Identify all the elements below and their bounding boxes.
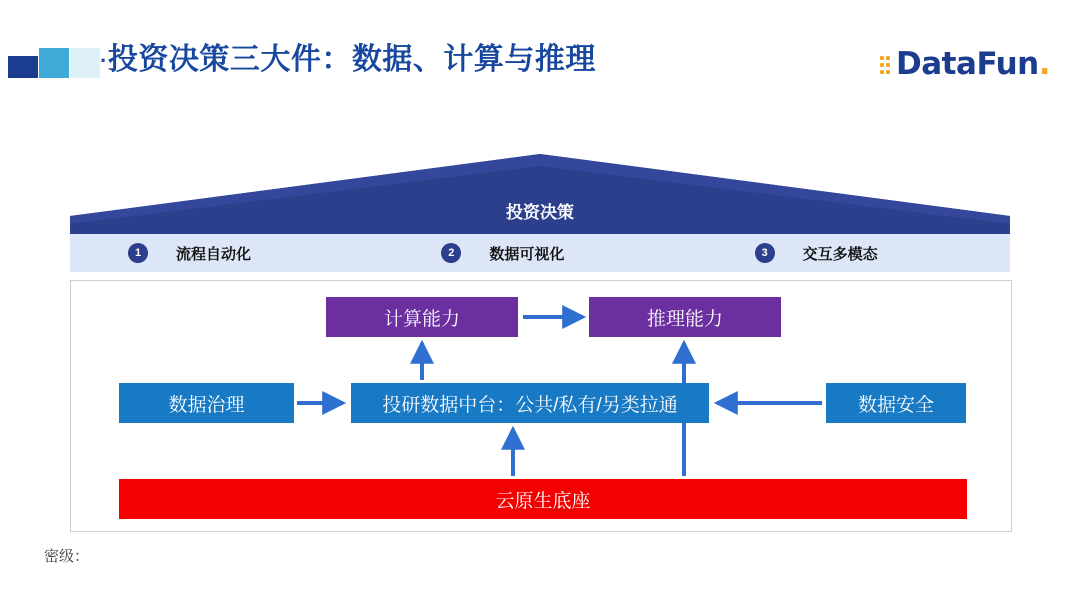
box-compute-capability: 计算能力: [326, 297, 518, 337]
brand-fun: Fun: [976, 46, 1039, 82]
pillar-item-1: [70, 234, 383, 272]
logo-block-2: [39, 48, 69, 78]
page-title: [100, 34, 596, 78]
pillar-label-2: 数据可视化: [489, 245, 565, 263]
box-reasoning-capability: 推理能力: [589, 297, 781, 337]
classification-label: 密级：: [44, 548, 90, 565]
slide-header: [0, 24, 1080, 84]
pillar-label-1: 流程自动化: [176, 245, 252, 263]
architecture-diagram: [0, 140, 1080, 540]
logo-block-1: [8, 56, 38, 78]
brand-d: D: [896, 46, 922, 82]
diagram-frame: [70, 280, 1012, 532]
title-text: 投资决策三大件：数据、计算与推理: [107, 43, 596, 76]
pillar-number-3: 3: [755, 243, 775, 263]
box-data-security: 数据安全: [826, 383, 966, 423]
datafun-logo: [880, 46, 1050, 82]
roof-shape: [70, 154, 1010, 234]
brand-period: .: [1038, 46, 1050, 82]
box-cloud-native-foundation: 云原生底座: [119, 479, 967, 519]
pillar-number-2: 2: [441, 243, 461, 263]
title-bullet: ·: [100, 48, 108, 74]
logo-blocks-icon: [8, 48, 100, 78]
logo-block-3: [70, 48, 100, 78]
pillar-item-2: [383, 234, 696, 272]
pillar-number-1: 1: [128, 243, 148, 263]
pillar-label-3: 交互多模态: [802, 245, 878, 263]
pillar-strip: [70, 234, 1010, 272]
dot-grid-icon: [880, 52, 896, 78]
pillar-item-3: [697, 234, 1010, 272]
box-research-data-midplatform: 投研数据中台：公共/私有/另类拉通: [351, 383, 709, 423]
roof-label: 投资决策: [506, 203, 574, 222]
box-data-governance: 数据治理: [119, 383, 294, 423]
brand-ata: ata: [921, 46, 977, 82]
